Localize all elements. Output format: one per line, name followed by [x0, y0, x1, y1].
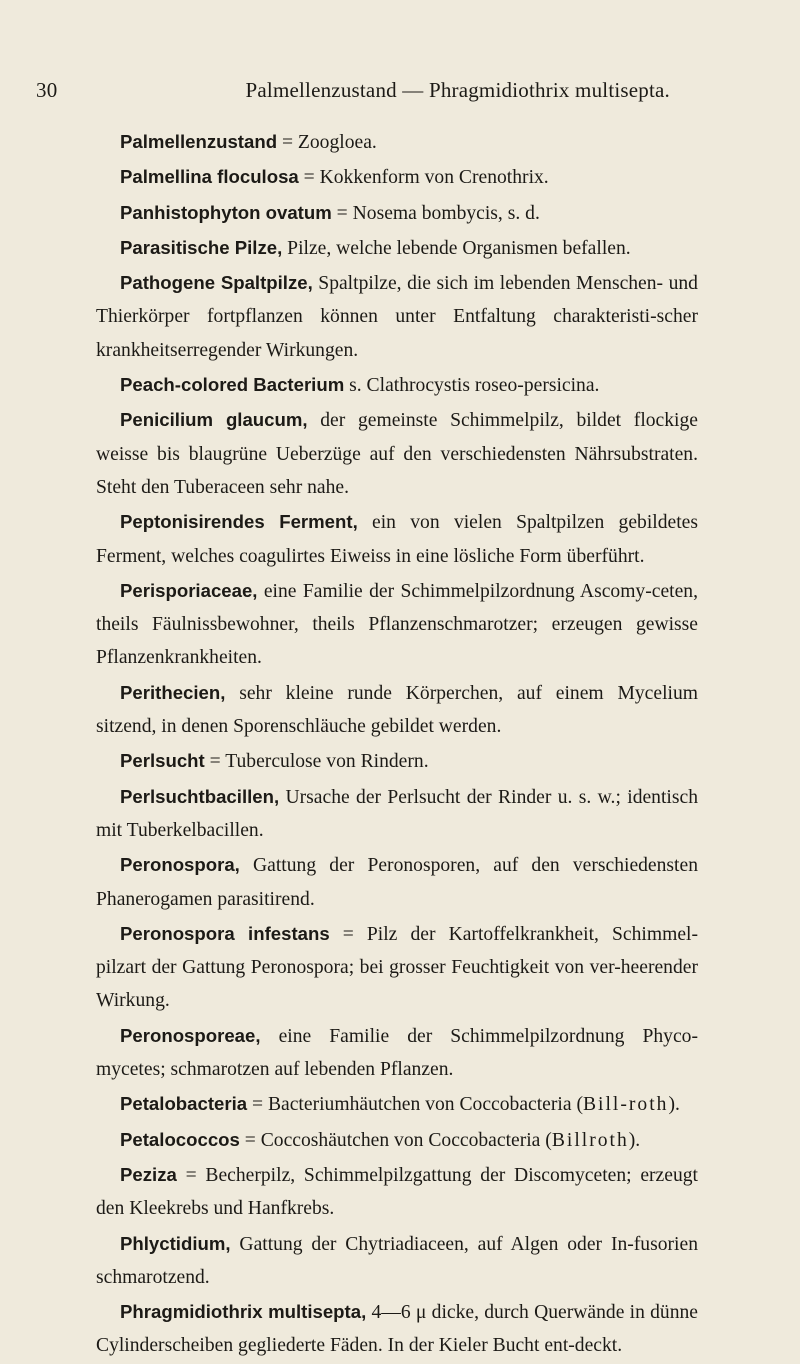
entry-term: Perisporiaceae,: [120, 579, 258, 601]
glossary-entry: [96, 917, 698, 1018]
entry-text: = Kokkenform von Crenothrix.: [298, 167, 549, 189]
entry-text: = Tuberculose von Rindern.: [204, 751, 429, 773]
glossary-entry: [96, 780, 698, 848]
entry-term: Peach-colored Bacterium: [120, 374, 345, 396]
glossary-entry: [96, 676, 698, 744]
page-number: 30: [36, 78, 58, 102]
glossary-entry: [96, 368, 698, 402]
running-title: Palmellenzustand — Phragmidiothrix multisepta.: [245, 78, 670, 102]
entry-term: Peronosporeae,: [120, 1024, 261, 1046]
entry-text: Ursache der Perlsucht der Rinder u. s. w.; identisch mit Tuberkelbacillen.: [96, 786, 698, 841]
glossary-entry: [96, 160, 698, 194]
entry-text: 4—6 μ dicke, durch Querwände in dünne Cylinderscheiben gegliederte Fäden. In der Kieler Bucht ent-deckt.: [96, 1302, 698, 1357]
entry-text: = Coccoshäutchen von Coccobacteria (: [239, 1129, 552, 1151]
entry-term: Penicilium glaucum,: [120, 409, 308, 431]
entry-text: = Nosema bombycis, s. d.: [331, 202, 540, 224]
entry-term: Phragmidiothrix multisepta,: [120, 1301, 367, 1323]
glossary-entry: [96, 266, 698, 367]
entry-term: Palmellina floculosa: [120, 166, 299, 188]
entry-term: Peptonisirendes Ferment,: [120, 511, 358, 533]
glossary-entry: [96, 1123, 698, 1157]
entry-term: Peronospora infestans: [120, 922, 330, 944]
entry-text: eine Familie der Schimmelpilzordnung Ascomy-ceten, theils Fäulnissbewohner, theils Pflanzenschmarotzer; erzeugen gewisse Pflanzenkrankheiten.: [96, 580, 698, 669]
entry-text: Pilze, welche lebende Organismen befallen.: [282, 237, 631, 259]
author-name: Billroth: [551, 1129, 629, 1151]
entry-text: = Pilz der Kartoffelkrankheit, Schimmel-pilzart der Gattung Peronospora; bei grosser Feuchtigkeit von ver-heerender Wirkung.: [96, 923, 698, 1012]
entry-term: Petalococcos: [120, 1128, 240, 1150]
entry-term: Palmellenzustand: [120, 131, 278, 152]
entry-text-end: ).: [668, 1094, 680, 1116]
entry-text: Gattung der Peronosporen, auf den verschiedensten Phanerogamen parasitirend.: [96, 855, 698, 910]
entry-term: Peronospora,: [120, 854, 240, 876]
entry-text: sehr kleine runde Körperchen, auf einem Mycelium sitzend, in denen Sporenschläuche gebildet werden.: [96, 682, 698, 738]
entry-text: ein von vielen Spaltpilzen gebildetes Ferment, welches coagulirtes Eiweiss in eine lösliche Form überführt.: [96, 512, 698, 567]
glossary-entry: [96, 196, 698, 230]
entry-text: = Bacteriumhäutchen von Coccobacteria (: [247, 1094, 583, 1116]
entry-term: Perithecien,: [120, 681, 226, 703]
entry-term: Pathogene Spaltpilze,: [120, 272, 313, 294]
entry-text-end: ).: [628, 1129, 641, 1151]
glossary-entry: [96, 505, 698, 573]
entry-term: Phlyctidium,: [120, 1232, 231, 1254]
glossary-entry: [96, 1227, 698, 1295]
entry-text: Gattung der Chytriadiaceen, auf Algen oder In-fusorien schmarotzend.: [96, 1233, 698, 1288]
glossary-entry: [96, 848, 698, 916]
entry-text: s. Clathrocystis roseo-persicina.: [344, 375, 600, 397]
glossary-entry: [96, 125, 698, 159]
entry-text: = Becherpilz, Schimmelpilzgattung der Discomyceten; erzeugt den Kleekrebs und Hanfkrebs.: [96, 1164, 698, 1220]
glossary-entry: [96, 574, 698, 675]
glossary-entry: [96, 1158, 698, 1226]
entry-text: = Zoogloea.: [277, 132, 377, 153]
entry-text: eine Familie der Schimmelpilzordnung Phyco-mycetes; schmarotzen auf lebenden Pflanzen.: [96, 1025, 698, 1081]
glossary-entry: [96, 1087, 698, 1121]
entry-term: Parasitische Pilze,: [120, 236, 283, 258]
entry-term: Perlsuchtbacillen,: [120, 785, 280, 807]
glossary-entry: [96, 744, 698, 778]
entry-term: Petalobacteria: [120, 1093, 248, 1115]
author-name: Bill-roth: [582, 1094, 669, 1116]
entry-term: Perlsucht: [120, 750, 205, 772]
glossary-body: [96, 125, 698, 1364]
entry-text: der gemeinste Schimmelpilz, bildet flockige weisse bis blaugrüne Ueberzüge auf den verschiedensten Nährsubstraten. Steht den Tuberaceen sehr nahe.: [96, 410, 698, 498]
glossary-entry: [96, 403, 698, 504]
entry-term: Peziza: [120, 1163, 177, 1185]
glossary-entry: [96, 1019, 698, 1087]
entry-text: Spaltpilze, die sich im lebenden Menschen- und Thierkörper fortpflanzen können unter Entfaltung charakteristi-scher krankheitserregender Wirkungen.: [96, 273, 698, 361]
glossary-entry: [96, 1295, 698, 1363]
glossary-entry: [96, 231, 698, 265]
entry-term: Panhistophyton ovatum: [120, 201, 332, 223]
